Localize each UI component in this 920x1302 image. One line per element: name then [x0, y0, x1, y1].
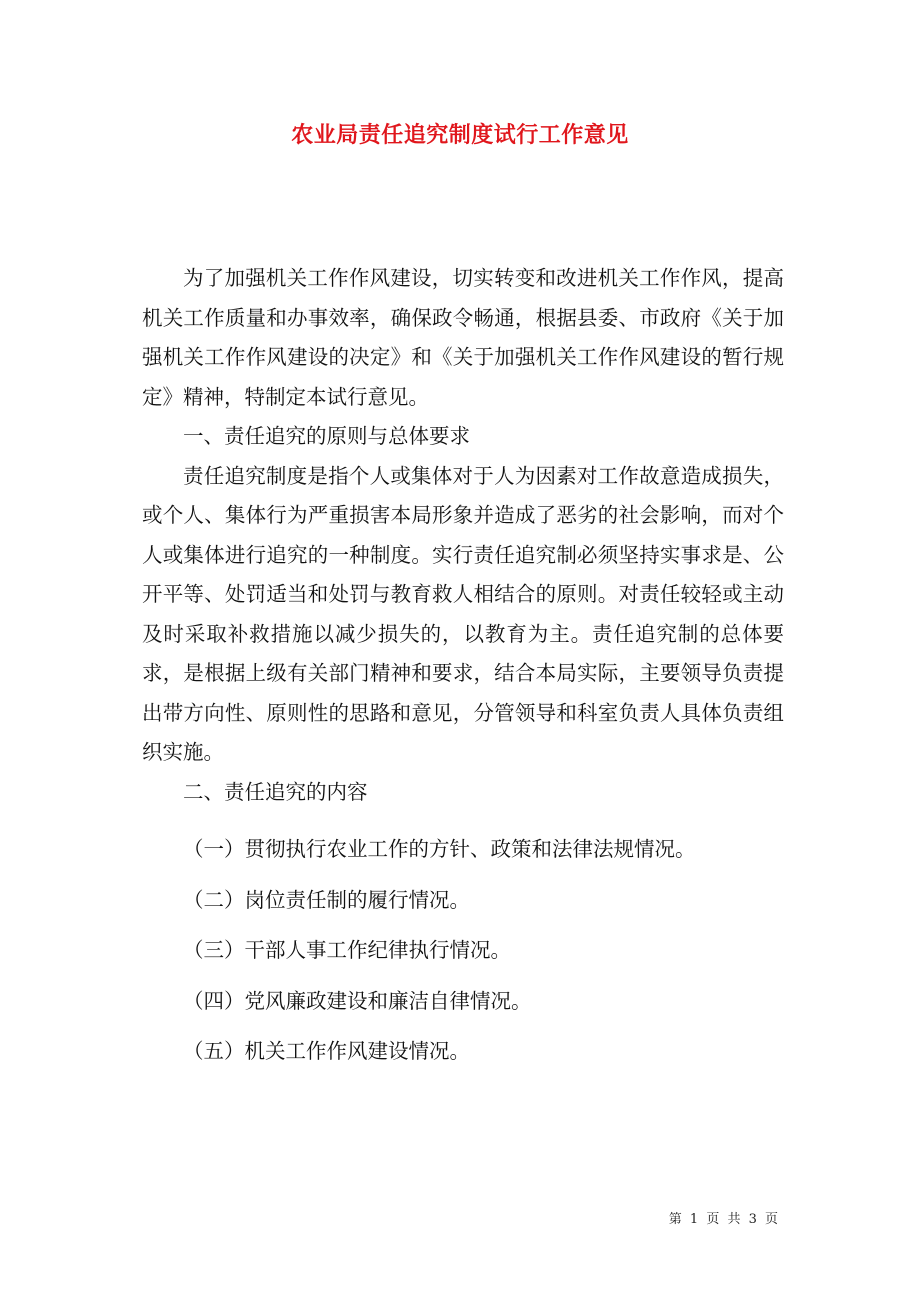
list-item: （五）机关工作作风建设情况。: [183, 1039, 470, 1063]
page-number: 第 1 页 共 3 页: [668, 1212, 780, 1227]
principles-paragraph: 责任追究制度是指个人或集体对于人为因素对工作故意造成损失，或个人、集体行为严重损害本局形象并造成了恶劣的社会影响，而对个人或集体进行追究的一种制度。实行责任追究制必须坚持实事求是、公开平等、处罚适当和处罚与教育救人相结合的原则。对责任较轻或主动及时采取补救措施以减少损失的，以教育为主。责任追究制的总体要求，是根据上级有关部门精神和要求，结合本局实际，主要领导负责提出带方向性、原则性的思路和意见，分管领导和科室负责人具体负责组织实施。: [142, 463, 784, 764]
list-item: （四）党风廉政建设和廉洁自律情况。: [183, 988, 532, 1013]
document-body: [142, 259, 784, 1077]
list-item: （一）贯彻执行农业工作的方针、政策和法律法规情况。: [183, 837, 696, 861]
section-heading-content: 二、责任追究的内容: [183, 779, 368, 804]
document-title: 农业局责任追究制度试行工作意见: [291, 122, 629, 148]
intro-paragraph: 为了加强机关工作作风建设，切实转变和改进机关工作作风，提高机关工作质量和办事效率，确保政令畅通，根据县委、市政府《关于加强机关工作作风建设的决定》和《关于加强机关工作作风建设的暂行规定》精神，特制定本试行意见。: [142, 266, 784, 409]
list-item: （二）岗位责任制的履行情况。: [183, 887, 470, 912]
list-item: （三）干部人事工作纪律执行情况。: [183, 938, 511, 962]
section-heading-principles: 一、责任追究的原则与总体要求: [183, 424, 470, 448]
content-list: [142, 824, 784, 1077]
